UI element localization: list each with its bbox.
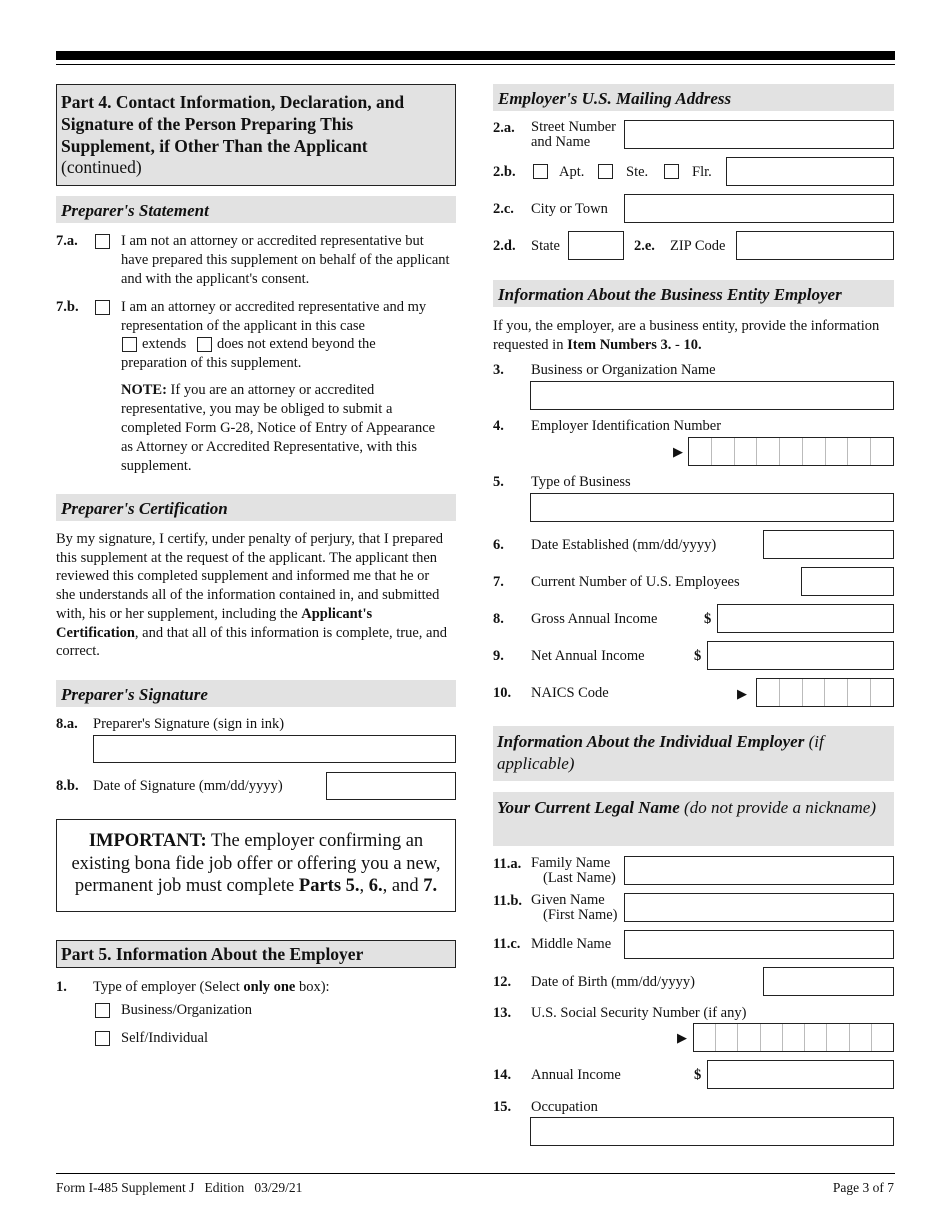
item-9-label: Net Annual Income: [531, 648, 645, 664]
item-3-label: Business or Organization Name: [531, 362, 716, 378]
item-10-number: 10.: [493, 685, 512, 701]
item-11c-label: Middle Name: [531, 936, 612, 952]
top-thick-rule: [56, 51, 895, 60]
part4-title: Part 4. Contact Information, Declaration, and Signature of the Person Preparing This Supplement, if Other Than the Applicant: [61, 92, 405, 156]
item-7-number: 7.: [493, 574, 504, 590]
legal-name-heading: Your Current Legal Name (do not provide a nickname): [493, 792, 894, 846]
item-2d-label: State: [531, 238, 560, 254]
item-8b-label: Date of Signature (mm/dd/yyyy): [93, 778, 283, 794]
item-8-label: Gross Annual Income: [531, 611, 658, 627]
item-11a-label: Family Name (Last Name): [531, 855, 616, 886]
item-9-number: 9.: [493, 648, 504, 664]
important-notice: IMPORTANT: The employer confirming an existing bona fide job offer or offering you a new, permanent job must complete Parts 5., 6., and 7.: [56, 819, 456, 912]
part4-header: [56, 84, 456, 186]
zip-code-field[interactable]: [736, 231, 894, 260]
item-6-label: Date Established (mm/dd/yyyy): [531, 537, 717, 553]
item-2c-number: 2.c.: [493, 201, 514, 217]
item-7-label: Current Number of U.S. Employees: [531, 574, 740, 590]
dollar-sign-14: $: [694, 1067, 702, 1083]
business-intro: If you, the employer, are a business entity, provide the information requested in Item Numbers 3. - 10.: [493, 318, 880, 353]
item-6-number: 6.: [493, 537, 504, 553]
item-15-number: 15.: [493, 1099, 512, 1115]
item-3-number: 3.: [493, 362, 504, 378]
middle-name-field[interactable]: [624, 930, 894, 959]
extends-label: extends: [142, 336, 187, 352]
naics-code-field[interactable]: [756, 678, 894, 707]
dollar-sign-8: $: [704, 611, 712, 627]
item-7b-text: I am an attorney or accredited representative and my representation of the applicant in this case: [121, 299, 427, 334]
note-label: NOTE:: [121, 382, 167, 398]
apt-label: Apt.: [559, 164, 585, 180]
item-2a-label: Street Number and Name: [531, 119, 616, 150]
item-14-label: Annual Income: [531, 1067, 621, 1083]
item-4-label: Employer Identification Number: [531, 418, 722, 434]
item-5-label: Type of Business: [531, 474, 631, 490]
arrow-icon: ▶: [737, 686, 747, 701]
applicant-certification-bold: Applicant's Certification: [56, 605, 373, 641]
self-individual-label: Self/Individual: [121, 1030, 208, 1046]
checkbox-ste[interactable]: [598, 164, 613, 179]
footer-form-edition: Form I-485 Supplement J Edition 03/29/21: [56, 1180, 303, 1195]
checkbox-apt[interactable]: [533, 164, 548, 179]
gross-income-field[interactable]: [717, 604, 894, 633]
top-thin-rule: [56, 64, 895, 65]
part4-continued: (continued): [61, 157, 142, 177]
item-15-label: Occupation: [531, 1099, 598, 1115]
item-4-number: 4.: [493, 418, 504, 434]
checkbox-7a[interactable]: [95, 234, 110, 249]
note-text: If you are an attorney or accredited representative, you may be obliged to submit a completed Form G-28, Notice of Entry of Appearance as Attorney or Accredited Representative, with this supplement.: [121, 382, 436, 474]
item-8b-number: 8.b.: [56, 778, 79, 794]
family-name-field[interactable]: [624, 856, 894, 885]
item-2e-label: ZIP Code: [670, 238, 726, 254]
item-2b-number: 2.b.: [493, 164, 516, 180]
item-7b-number: 7.b.: [56, 299, 79, 315]
item-5-number: 5.: [493, 474, 504, 490]
item-12-number: 12.: [493, 974, 512, 990]
item-13-label: U.S. Social Security Number (if any): [531, 1005, 747, 1021]
footer-page-number: Page 3 of 7: [832, 1180, 894, 1195]
city-field[interactable]: [624, 194, 894, 223]
part5-header: [56, 940, 456, 968]
important-text: The employer confirming an existing bona fide job offer or offering you a new, permanent job must complete: [71, 831, 441, 896]
item-2a-number: 2.a.: [493, 120, 515, 136]
mailing-address-heading: Employer's U.S. Mailing Address: [493, 84, 894, 111]
type-of-business-field[interactable]: [530, 493, 894, 522]
state-field[interactable]: [568, 231, 624, 260]
item-11b-label: Given Name (First Name): [531, 892, 618, 923]
item-8a-number: 8.a.: [56, 716, 78, 732]
item-1-number: 1.: [56, 979, 67, 995]
item-7a-text: I am not an attorney or accredited representative but have prepared this supplement on behalf of the applicant and with the applicant's consent.: [121, 233, 450, 287]
item-8-number: 8.: [493, 611, 504, 627]
date-established-field[interactable]: [763, 530, 894, 559]
business-organization-label: Business/Organization: [121, 1002, 253, 1018]
arrow-icon: ▶: [677, 1030, 687, 1045]
unit-number-field[interactable]: [726, 157, 894, 186]
item-11a-number: 11.a.: [493, 856, 522, 872]
street-field[interactable]: [624, 120, 894, 149]
checkbox-business-organization[interactable]: [95, 1003, 110, 1018]
business-entity-heading: Information About the Business Entity Employer: [493, 280, 894, 307]
certification-paragraph: By my signature, I certify, under penalty of perjury, that I prepared this supplement at the request of the applicant. The applicant then reviewed this completed supplement and informed me that he or she understands all of the information contained in, and submitted with, his or her supplement, including the Applicant's Certification, and that all of this information is complete, true, and correct.: [56, 531, 447, 660]
preparer-signature-heading: Preparer's Signature: [56, 680, 456, 707]
item-2e-number: 2.e.: [634, 238, 655, 254]
ssn-field[interactable]: [693, 1023, 894, 1052]
item-8a-label: Preparer's Signature (sign in ink): [93, 716, 285, 732]
item-11b-number: 11.b.: [493, 893, 523, 909]
checkbox-extends[interactable]: [122, 337, 137, 352]
footer-rule: [56, 1173, 895, 1174]
item-10-label: NAICS Code: [531, 685, 609, 701]
part5-title: Part 5. Information About the Employer: [61, 944, 364, 964]
ste-label: Ste.: [626, 164, 649, 180]
arrow-icon: ▶: [673, 444, 683, 459]
annual-income-field[interactable]: [707, 1060, 894, 1089]
net-income-field[interactable]: [707, 641, 894, 670]
preparer-certification-heading: Preparer's Certification: [56, 494, 456, 521]
item-11c-number: 11.c.: [493, 936, 521, 952]
does-not-extend-label: does not extend beyond the: [217, 336, 376, 352]
occupation-field[interactable]: [530, 1117, 894, 1146]
checkbox-7b[interactable]: [95, 300, 110, 315]
item-1-label: Type of employer (Select only one box):: [93, 979, 330, 995]
checkbox-flr[interactable]: [664, 164, 679, 179]
note-paragraph: [121, 381, 441, 476]
item-14-number: 14.: [493, 1067, 512, 1083]
date-of-signature-field[interactable]: [326, 772, 456, 800]
item-2c-label: City or Town: [531, 201, 608, 217]
date-of-birth-field[interactable]: [763, 967, 894, 996]
individual-employer-heading: Information About the Individual Employer (if applicable): [493, 726, 894, 781]
item-12-label: Date of Birth (mm/dd/yyyy): [531, 974, 695, 990]
business-name-field[interactable]: [530, 381, 894, 410]
given-name-field[interactable]: [624, 893, 894, 922]
checkbox-self-individual[interactable]: [95, 1031, 110, 1046]
item-2d-number: 2.d.: [493, 238, 516, 254]
preparer-signature-field[interactable]: [93, 735, 456, 763]
preparer-statement-heading: Preparer's Statement: [56, 196, 456, 223]
checkbox-does-not-extend[interactable]: [197, 337, 212, 352]
ein-field[interactable]: [688, 437, 894, 466]
item-7b-tail: preparation of this supplement.: [121, 355, 302, 371]
flr-label: Flr.: [692, 164, 712, 180]
item-7a-number: 7.a.: [56, 233, 78, 249]
item-13-number: 13.: [493, 1005, 512, 1021]
dollar-sign-9: $: [694, 648, 702, 664]
employees-field[interactable]: [801, 567, 894, 596]
important-label: IMPORTANT:: [88, 831, 207, 851]
